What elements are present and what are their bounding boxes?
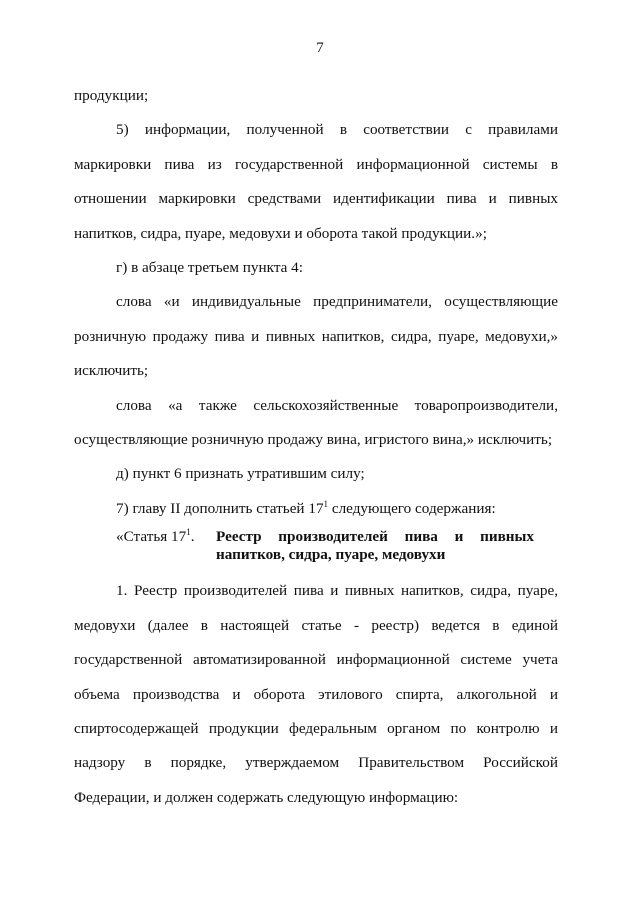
page-number: 7 <box>316 40 324 56</box>
paragraph-item-d: д) пункт 6 признать утратившим силу; <box>116 465 365 483</box>
paragraph-item-5: 5) информации, полученной в соответствии с правилами маркировки пива из государственной информационной системы в отношении маркировки средствами идентификации пива и пивных напитков, сидра, пуаре, медовухи и оборота такой продукции.»; <box>74 121 558 242</box>
paragraph-words-1: слова «и индивидуальные предприниматели, осуществляющие розничную продажу пива и пивных напитков, сидра, пуаре, медовухи,» исключить; <box>74 293 558 380</box>
article-title: Реестр производителей пива и пивных напитков, сидра, пуаре, медовухи <box>216 528 534 564</box>
article-heading <box>116 528 558 564</box>
item-7-text-end: следующего содержания: <box>328 499 496 517</box>
article-label <box>116 528 216 564</box>
item-7-superscript: 1 <box>323 498 329 509</box>
paragraph-words-2: слова «а также сельскохозяйственные товаропроизводители, осуществляющие розничную продажу вина, игристого вина,» исключить; <box>74 396 558 449</box>
article-label-superscript: 1 <box>186 527 191 538</box>
paragraph-item-g: г) в абзаце третьем пункта 4: <box>116 259 303 277</box>
paragraph-continuation: продукции; <box>74 87 149 104</box>
article-label-prefix: «Статья 17 <box>116 528 187 546</box>
paragraph-item-7 <box>74 492 558 526</box>
paragraph-article-point-1: 1. Реестр производителей пива и пивных напитков, сидра, пуаре, медовухи (далее в настоящей статье - реестр) ведется в единой государственной автоматизированной информационной системе учета объема производства и оборота этилового спирта, алкогольной и спиртосодержащей продукции федеральным органом по контролю и надзору в порядке, утверждаемом Правительством Российской Федерации, и должен содержать следующую информацию: <box>74 582 558 806</box>
item-7-text: 7) главу II дополнить статьей 17 <box>116 499 324 517</box>
article-label-suffix: . <box>190 528 195 546</box>
document-body <box>74 79 558 815</box>
